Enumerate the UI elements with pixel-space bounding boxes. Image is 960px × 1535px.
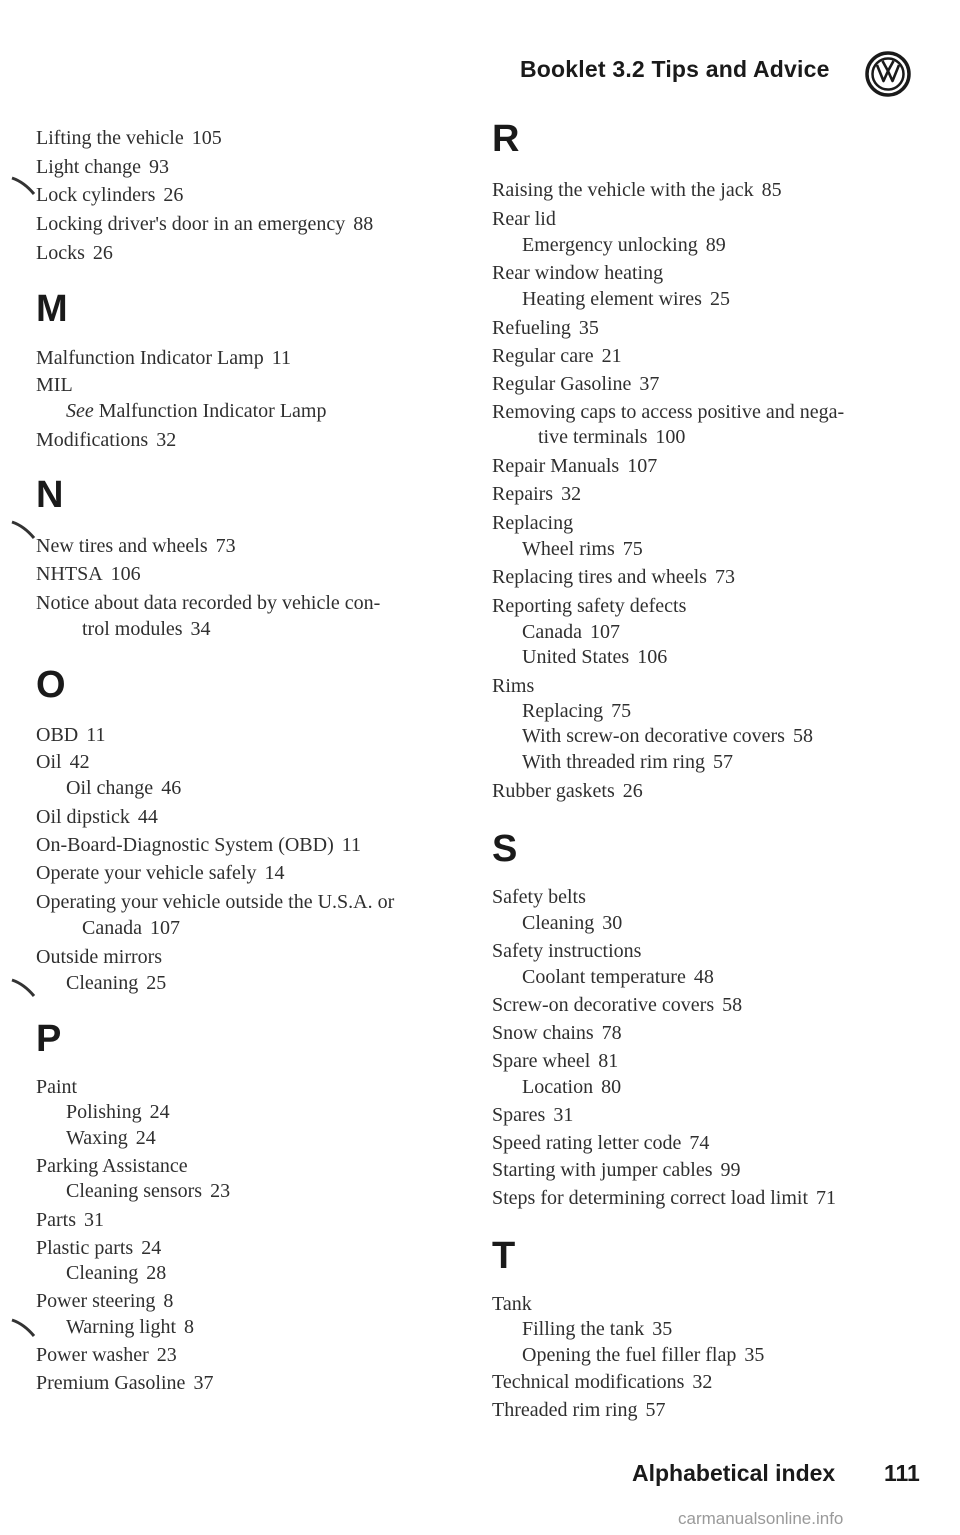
index-entry-text: Lifting the vehicle [36, 127, 184, 149]
margin-mark-icon [10, 520, 36, 540]
index-page-ref: 21 [601, 345, 622, 367]
index-subentry [492, 286, 730, 312]
section-heading-n: N [36, 474, 64, 516]
index-page-ref: 57 [645, 1399, 666, 1421]
index-page-ref: 73 [714, 566, 735, 588]
vw-logo-icon [864, 50, 912, 98]
index-entry-text: Power steering [36, 1290, 156, 1312]
index-page-ref: 42 [69, 751, 90, 773]
index-page-ref: 100 [655, 426, 686, 448]
index-page-ref: 75 [622, 538, 643, 560]
index-entry-text: Malfunction Indicator Lamp [36, 347, 264, 369]
index-entry [492, 1048, 618, 1074]
index-entry-text: Oil change [66, 777, 154, 799]
index-entry-text: Rear lid [492, 208, 556, 230]
index-subentry [492, 1342, 764, 1368]
index-page-ref: 24 [149, 1101, 170, 1123]
index-entry-text: Modifications [36, 429, 149, 451]
section-heading-s: S [492, 828, 518, 870]
index-entry [36, 1288, 173, 1314]
index-subentry [492, 1316, 672, 1342]
index-entry-text: NHTSA [36, 563, 103, 585]
index-entry-text: Starting with jumper cables [492, 1159, 713, 1181]
index-entry-text: Safety instructions [492, 940, 642, 962]
index-entry [36, 722, 106, 748]
index-page-ref: 32 [561, 483, 582, 505]
index-entry-text: Parts [36, 1209, 76, 1231]
index-entry [492, 1291, 532, 1317]
index-entry-text: Cleaning sensors [66, 1180, 203, 1202]
index-entry-text: Light change [36, 156, 141, 178]
index-entry [36, 1370, 213, 1396]
index-entry-text: Replacing [522, 700, 604, 722]
index-entry-text: Speed rating letter code [492, 1132, 682, 1154]
index-entry-text: Wheel rims [522, 538, 615, 560]
index-page-ref: 80 [601, 1076, 622, 1098]
index-entry-text: Snow chains [492, 1022, 594, 1044]
index-entry-text: Repair Manuals [492, 455, 620, 477]
index-page-ref: 24 [135, 1127, 156, 1149]
index-entry [492, 399, 844, 425]
index-page-ref: 8 [163, 1290, 174, 1312]
index-entry [492, 343, 622, 369]
index-subentry [492, 536, 643, 562]
index-entry-text: MIL [36, 374, 73, 396]
index-entry [36, 182, 183, 208]
index-entry-text: Operate your vehicle safely [36, 862, 257, 884]
index-entry-text: New tires and wheels [36, 535, 208, 557]
index-entry-text: Waxing [66, 1127, 128, 1149]
index-page-ref: 89 [705, 234, 726, 256]
index-entry [36, 1074, 77, 1100]
index-entry [492, 1185, 836, 1211]
index-subentry [492, 698, 631, 724]
index-entry-text: Emergency unlocking [522, 234, 698, 256]
index-entry-text: Spare wheel [492, 1050, 591, 1072]
index-entry [36, 832, 361, 858]
index-subentry [492, 964, 714, 990]
index-entry-text: OBD [36, 724, 79, 746]
index-entry-text: Safety belts [492, 886, 586, 908]
index-entry-text: Technical modifications [492, 1371, 685, 1393]
index-page-ref: 99 [720, 1159, 741, 1181]
index-subentry [36, 970, 166, 996]
index-entry-text: Warning light [66, 1316, 177, 1338]
index-entry-text: tive terminals [538, 426, 648, 448]
index-entry-text: Screw-on decorative covers [492, 994, 715, 1016]
index-subentry [36, 775, 181, 801]
index-page-ref: 35 [652, 1318, 673, 1340]
index-page-ref: 81 [598, 1050, 619, 1072]
index-entry [492, 260, 663, 286]
index-entry-text: Cleaning [66, 1262, 139, 1284]
index-entry-text: Coolant temperature [522, 966, 686, 988]
margin-mark-icon [10, 978, 36, 998]
index-entry [36, 590, 380, 616]
index-page-ref: 23 [210, 1180, 231, 1202]
index-entry [492, 1020, 622, 1046]
index-page-ref: 34 [190, 618, 211, 640]
index-entry [492, 371, 659, 397]
index-page-ref: 44 [137, 806, 158, 828]
index-entry-text: United States [522, 646, 630, 668]
index-entry [492, 673, 534, 699]
index-entry-text: Threaded rim ring [492, 1399, 638, 1421]
index-entry [36, 125, 222, 151]
index-entry [36, 427, 176, 453]
index-page-ref: 48 [693, 966, 714, 988]
index-entry [36, 1342, 177, 1368]
index-subentry [36, 1314, 194, 1340]
section-heading-t: T [492, 1235, 516, 1277]
index-entry [36, 533, 236, 559]
index-entry-text: Raising the vehicle with the jack [492, 179, 754, 201]
index-page-ref: 85 [761, 179, 782, 201]
index-page-ref: 14 [264, 862, 285, 884]
index-entry-text: Oil dipstick [36, 806, 130, 828]
index-subentry [492, 1074, 621, 1100]
page-number: 111 [884, 1460, 920, 1486]
index-entry-text: Parking Assistance [36, 1155, 188, 1177]
index-page-ref: 58 [722, 994, 743, 1016]
index-page-ref: 24 [141, 1237, 162, 1259]
index-entry [36, 240, 113, 266]
index-entry [36, 154, 169, 180]
index-entry-text: Plastic parts [36, 1237, 134, 1259]
index-page-ref: 88 [353, 213, 374, 235]
index-entry [36, 915, 180, 941]
index-entry [492, 481, 581, 507]
index-page-ref: 26 [163, 184, 184, 206]
index-entry-text: Rubber gaskets [492, 780, 615, 802]
index-entry [36, 860, 284, 886]
index-entry-text: Repairs [492, 483, 554, 505]
index-entry [36, 889, 394, 915]
index-page-ref: 106 [110, 563, 141, 585]
index-entry-text: With screw-on decorative covers [522, 725, 785, 747]
index-entry-text: Rims [492, 675, 535, 697]
index-entry-text: Malfunction Indicator Lamp [98, 400, 327, 422]
index-entry-text: Notice about data recorded by vehicle con- [36, 592, 381, 614]
watermark: carmanualsonline.info [678, 1509, 844, 1528]
index-entry [36, 616, 211, 642]
index-entry [36, 749, 90, 775]
index-entry [36, 561, 141, 587]
index-entry [492, 453, 657, 479]
index-entry-text: Replacing tires and wheels [492, 566, 707, 588]
index-subentry [36, 1099, 170, 1125]
index-entry [492, 424, 685, 450]
index-entry [36, 1153, 188, 1179]
index-entry [36, 1207, 104, 1233]
index-page-ref: 11 [86, 724, 106, 746]
index-page-ref: 26 [622, 780, 643, 802]
index-entry [492, 510, 573, 536]
index-entry-text: Lock cylinders [36, 184, 156, 206]
index-subentry [492, 749, 733, 775]
index-page-ref: 75 [611, 700, 632, 722]
index-page-ref: 37 [193, 1372, 214, 1394]
index-entry [36, 944, 162, 970]
index-entry-text: Rear window heating [492, 262, 664, 284]
section-heading-p: P [36, 1018, 62, 1060]
index-page-ref: 32 [692, 1371, 713, 1393]
index-page-ref: 25 [709, 288, 730, 310]
index-page-ref: 30 [602, 912, 623, 934]
index-page-ref: 8 [184, 1316, 195, 1338]
index-page-ref: 107 [589, 621, 620, 643]
index-page-ref: 93 [148, 156, 169, 178]
index-entry [492, 177, 782, 203]
index-entry [36, 372, 73, 398]
index-page-ref: 31 [553, 1104, 574, 1126]
index-subentry [36, 1178, 230, 1204]
index-entry-text: Canada [522, 621, 582, 643]
index-page-ref: 11 [271, 347, 291, 369]
index-page-ref: 71 [816, 1187, 837, 1209]
index-entry-text: Paint [36, 1076, 78, 1098]
index-entry-text: Cleaning [522, 912, 595, 934]
index-entry [492, 1157, 741, 1183]
index-entry-text: Refueling [492, 317, 571, 339]
index-entry-text: Cleaning [66, 972, 139, 994]
index-page-ref: 32 [156, 429, 177, 451]
index-entry [492, 938, 641, 964]
index-page-ref: 31 [84, 1209, 104, 1231]
index-page-ref: 58 [792, 725, 813, 747]
index-entry [492, 1369, 712, 1395]
index-page-ref: 11 [341, 834, 361, 856]
index-entry-text: Reporting safety defects [492, 595, 687, 617]
index-subentry [36, 1125, 156, 1151]
index-entry [492, 564, 735, 590]
booklet-header: Booklet 3.2 Tips and Advice [520, 56, 830, 82]
index-entry-text: Opening the fuel filler flap [522, 1344, 737, 1366]
margin-mark-icon [10, 176, 36, 196]
index-page-ref: 46 [161, 777, 182, 799]
section-heading-o: O [36, 664, 66, 706]
index-page-ref: 74 [689, 1132, 710, 1154]
index-subentry [492, 644, 667, 670]
index-entry [36, 398, 326, 424]
index-subentry [492, 910, 622, 936]
index-entry [492, 1102, 573, 1128]
index-subentry [492, 723, 813, 749]
index-entry-text: Removing caps to access positive and nega- [492, 401, 845, 423]
index-entry-text: trol modules [82, 618, 183, 640]
index-entry-text: Operating your vehicle outside the U.S.A. or [36, 891, 395, 913]
index-subentry [492, 232, 726, 258]
index-subentry [492, 619, 620, 645]
index-entry [492, 1397, 666, 1423]
index-page-ref: 57 [713, 751, 734, 773]
index-entry [492, 315, 599, 341]
index-entry [492, 778, 643, 804]
index-page-ref: 107 [627, 455, 658, 477]
footer-section-title: Alphabetical index [632, 1460, 836, 1486]
index-page-ref: 107 [149, 917, 180, 939]
see-reference-label: See [66, 400, 94, 422]
section-heading-m: M [36, 288, 68, 330]
index-page-ref: 78 [601, 1022, 622, 1044]
index-entry-text: Filling the tank [522, 1318, 645, 1340]
index-entry-text: Canada [82, 917, 142, 939]
index-subentry [36, 1260, 166, 1286]
index-entry-text: Location [522, 1076, 594, 1098]
index-entry-text: Tank [492, 1293, 532, 1315]
index-entry-text: Locking driver's door in an emergency [36, 213, 346, 235]
index-page-ref: 105 [191, 127, 222, 149]
index-entry [492, 1130, 709, 1156]
index-entry-text: Spares [492, 1104, 546, 1126]
index-page-ref: 37 [639, 373, 660, 395]
margin-mark-icon [10, 1318, 36, 1338]
index-entry-text: Outside mirrors [36, 946, 163, 968]
index-entry-text: Heating element wires [522, 288, 702, 310]
index-entry [36, 211, 373, 237]
index-entry [492, 593, 686, 619]
index-entry [36, 345, 291, 371]
index-entry-text: Replacing [492, 512, 574, 534]
index-entry-text: On-Board-Diagnostic System (OBD) [36, 834, 334, 856]
index-entry-text: Regular Gasoline [492, 373, 632, 395]
index-page-ref: 73 [215, 535, 236, 557]
index-page-ref: 28 [146, 1262, 167, 1284]
index-entry-text: Steps for determining correct load limit [492, 1187, 809, 1209]
index-entry-text: Oil [36, 751, 62, 773]
index-page-ref: 106 [637, 646, 668, 668]
index-entry-text: Polishing [66, 1101, 142, 1123]
index-entry-text: Locks [36, 242, 85, 264]
index-page-ref: 35 [578, 317, 599, 339]
index-entry [36, 1235, 161, 1261]
index-page-ref: 23 [156, 1344, 177, 1366]
index-entry-text: Premium Gasoline [36, 1372, 186, 1394]
index-entry [492, 206, 556, 232]
index-entry-text: With threaded rim ring [522, 751, 706, 773]
index-page-ref: 25 [146, 972, 167, 994]
index-entry-text: Regular care [492, 345, 594, 367]
index-page-ref: 35 [744, 1344, 765, 1366]
index-entry [492, 992, 742, 1018]
section-heading-r: R [492, 118, 520, 160]
index-page-ref: 26 [92, 242, 113, 264]
index-entry [492, 884, 586, 910]
index-entry-text: Power washer [36, 1344, 149, 1366]
index-entry [36, 804, 158, 830]
